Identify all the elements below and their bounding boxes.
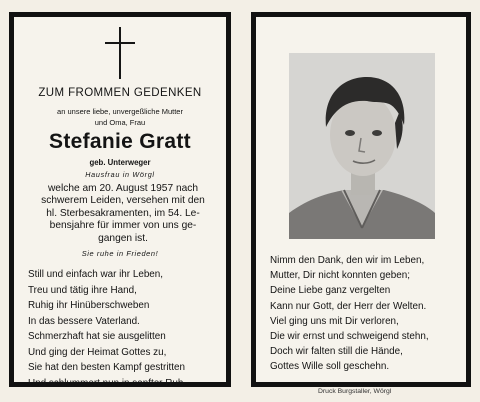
memorial-card-right xyxy=(251,12,471,387)
portrait-photo-illustration xyxy=(289,53,435,239)
portrait-photo xyxy=(289,53,435,239)
poem-line: Doch wir falten still die Hände, xyxy=(270,346,403,358)
dedication-line-2: und Oma, Frau xyxy=(94,118,146,127)
poem-line: In das bessere Vaterland. xyxy=(28,315,140,327)
poem-line: Kann nur Gott, der Herr der Welten. xyxy=(270,300,427,312)
paragraph-line: bensjahre für immer von uns ge- xyxy=(49,220,197,232)
poem-line: Gottes Wille soll geschehn. xyxy=(270,361,390,373)
right-poem xyxy=(270,253,460,375)
printer-credit: Druck Burgstaller, Wörgl xyxy=(318,388,392,395)
memorial-card-left xyxy=(9,12,231,387)
poem-line: Und ging der Heimat Gottes zu, xyxy=(28,346,167,358)
latin-cross-icon xyxy=(105,27,135,79)
poem-line: Sie hat den besten Kampf gestritten xyxy=(28,362,186,373)
poem-line: Und schlummert nun in sanfter Ruh. xyxy=(28,377,187,389)
poem-line: Schmerzhaft hat sie ausgelitten xyxy=(28,331,166,342)
paragraph-line: hl. Sterbesakramenten, im 54. Le- xyxy=(46,207,200,219)
death-notice-paragraph xyxy=(30,183,216,245)
paragraph-line: schwerem Leiden, versehen mit den xyxy=(41,195,205,207)
memorial-heading: ZUM FROMMEN GEDENKEN xyxy=(38,87,202,99)
poem-line: Viel ging uns mit Dir verloren, xyxy=(270,315,399,327)
paragraph-line: welche am 20. August 1957 nach xyxy=(47,183,199,194)
deceased-name: Stefanie Gratt xyxy=(49,130,191,153)
poem-line: Mutter, Dir nicht konnten geben; xyxy=(270,270,410,282)
left-poem xyxy=(28,267,220,391)
poem-line: Die wir ernst und schweigend stehn, xyxy=(270,331,429,343)
occupation-place: Hausfrau in Wörgl xyxy=(85,170,155,179)
poem-line: Nimm den Dank, den wir im Leben, xyxy=(270,255,425,266)
paragraph-line: gangen ist. xyxy=(98,232,148,244)
rest-in-peace-line: Sie ruhe in Frieden! xyxy=(81,249,159,258)
poem-line: Treu und tätig ihre Hand, xyxy=(28,284,137,296)
poem-line: Still und einfach war ihr Leben, xyxy=(28,269,164,280)
dedication-line-1: an unsere liebe, unvergeßliche Mutter xyxy=(57,107,183,116)
poem-line: Deine Liebe ganz vergelten xyxy=(270,285,391,297)
poem-line: Ruhig ihr Hinüberschweben xyxy=(28,300,150,311)
maiden-name: geb. Unterweger xyxy=(89,158,151,167)
